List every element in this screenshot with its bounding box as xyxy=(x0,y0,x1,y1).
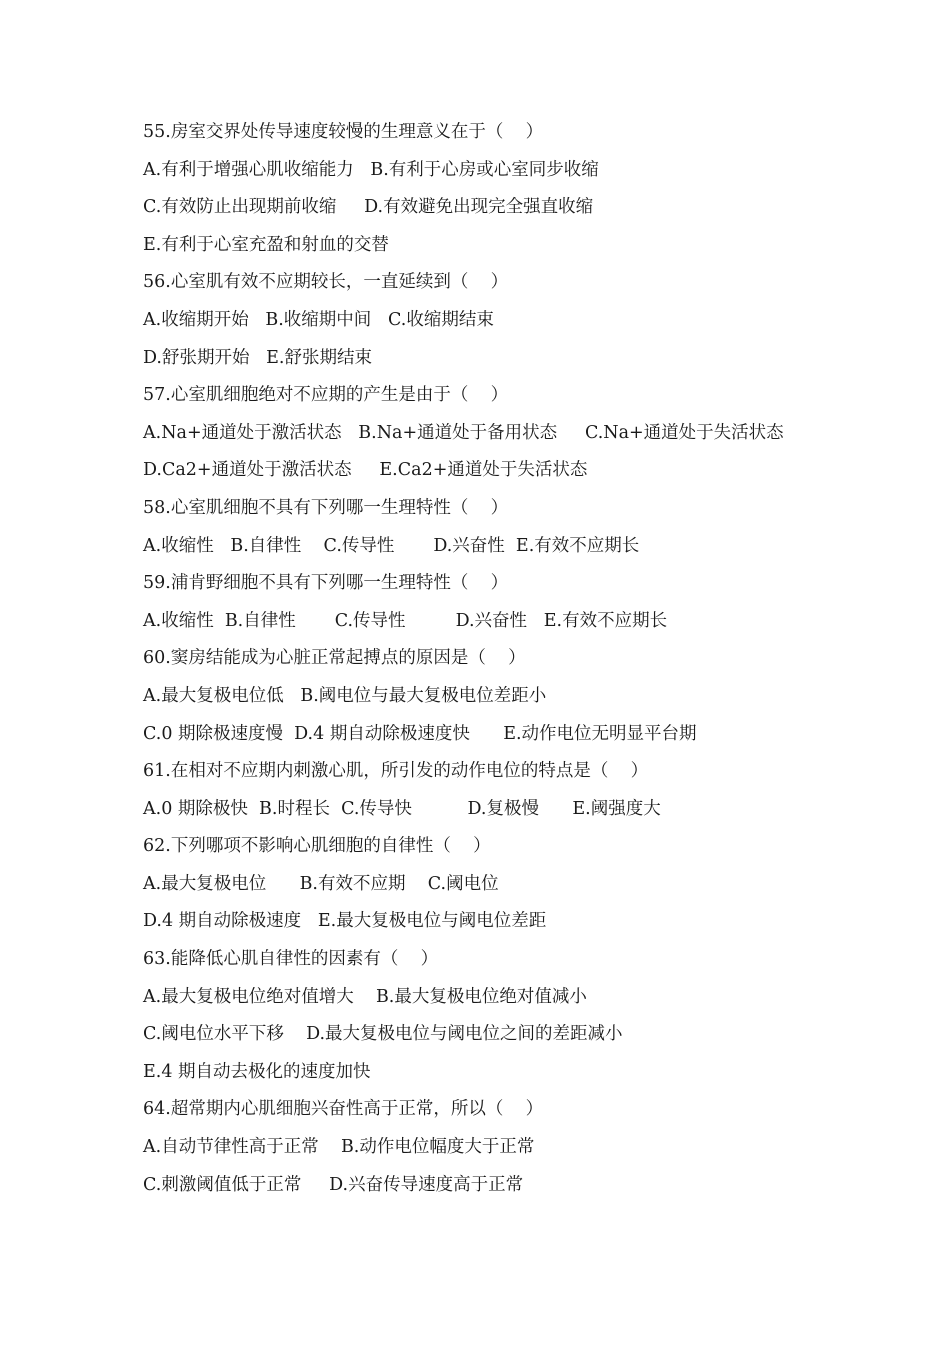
question-63-options-ab: A.最大复极电位绝对值增大 B.最大复极电位绝对值减小 xyxy=(143,986,587,1007)
question-55-options-ab: A.有利于增强心肌收缩能力 B.有利于心房或心室同步收缩 xyxy=(143,159,599,180)
question-58-options: A.收缩性 B.自律性 C.传导性 D.兴奋性 E.有效不应期长 xyxy=(143,535,640,556)
question-56-stem: 56.心室肌有效不应期较长，一直延续到（ ） xyxy=(143,272,509,293)
question-62-stem: 62.下列哪项不影响心肌细胞的自律性（ ） xyxy=(143,836,491,857)
question-60-options-cde: C.0 期除极速度慢 D.4 期自动除极速度快 E.动作电位无明显平台期 xyxy=(143,723,697,744)
question-61-stem: 61.在相对不应期内刺激心肌，所引发的动作电位的特点是（ ） xyxy=(143,761,649,782)
question-63-options-cd: C.阈电位水平下移 D.最大复极电位与阈电位之间的差距减小 xyxy=(143,1024,623,1045)
question-60-stem: 60.窦房结能成为心脏正常起搏点的原因是（ ） xyxy=(143,648,526,669)
question-55-options-cd: C.有效防止出现期前收缩 D.有效避免出现完全强直收缩 xyxy=(143,197,594,218)
question-63-stem: 63.能降低心肌自律性的因素有（ ） xyxy=(143,949,439,970)
question-62-options-abc: A.最大复极电位 B.有效不应期 C.阈电位 xyxy=(143,873,499,894)
question-55-option-e: E.有利于心室充盈和射血的交替 xyxy=(143,234,389,255)
question-58-stem: 58.心室肌细胞不具有下列哪一生理特性（ ） xyxy=(143,497,509,518)
question-64-options-cd: C.刺激阈值低于正常 D.兴奋传导速度高于正常 xyxy=(143,1174,524,1195)
question-57-options-de: D.Ca2+通道处于激活状态 E.Ca2+通道处于失活状态 xyxy=(143,460,588,481)
question-61-options: A.0 期除极快 B.时程长 C.传导快 D.复极慢 E.阈强度大 xyxy=(143,798,661,819)
question-64-stem: 64.超常期内心肌细胞兴奋性高于正常，所以（ ） xyxy=(143,1099,544,1120)
question-63-option-e: E.4 期自动去极化的速度加快 xyxy=(143,1061,371,1082)
question-57-options-abc: A.Na+通道处于激活状态 B.Na+通道处于备用状态 C.Na+通道处于失活状态 xyxy=(143,422,784,443)
question-60-options-ab: A.最大复极电位低 B.阈电位与最大复极电位差距小 xyxy=(143,685,547,706)
question-59-options: A.收缩性 B.自律性 C.传导性 D.兴奋性 E.有效不应期长 xyxy=(143,610,668,631)
question-list xyxy=(143,118,863,1208)
question-55-stem: 55.房室交界处传导速度较慢的生理意义在于（ ） xyxy=(143,122,544,142)
question-62-options-de: D.4 期自动除极速度 E.最大复极电位与阈电位差距 xyxy=(143,911,547,932)
question-57-stem: 57.心室肌细胞绝对不应期的产生是由于（ ） xyxy=(143,385,509,406)
question-56-options-abc: A.收缩期开始 B.收缩期中间 C.收缩期结束 xyxy=(143,309,494,330)
question-59-stem: 59.浦肯野细胞不具有下列哪一生理特性（ ） xyxy=(143,573,509,594)
question-56-options-de: D.舒张期开始 E.舒张期结束 xyxy=(143,347,372,368)
question-64-options-ab: A.自动节律性高于正常 B.动作电位幅度大于正常 xyxy=(143,1137,535,1158)
